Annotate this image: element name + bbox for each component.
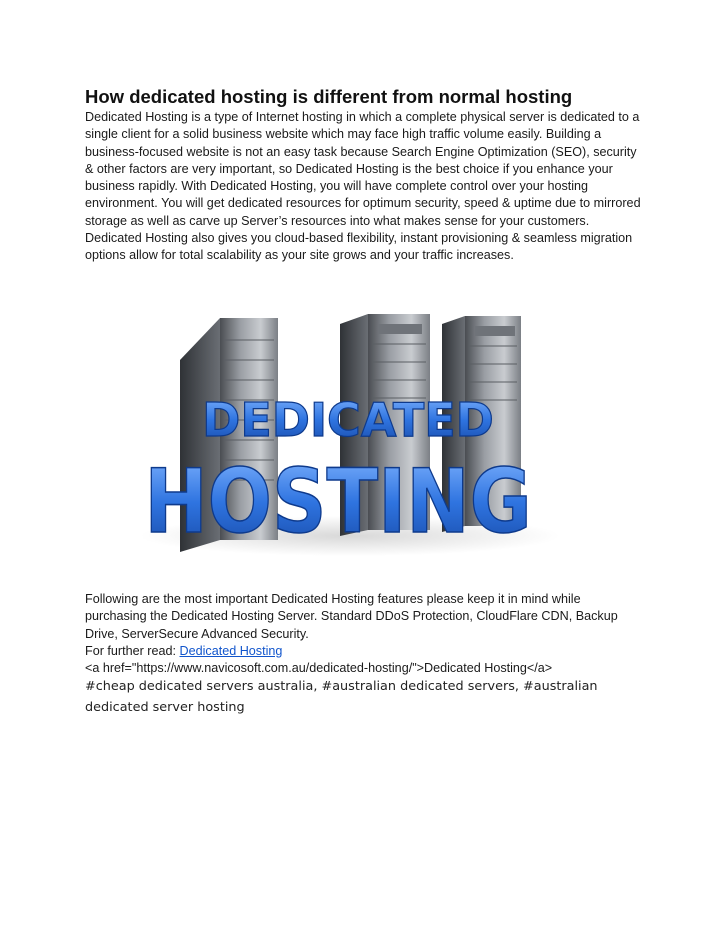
features-paragraph [85,591,645,677]
dedicated-hosting-link[interactable]: Dedicated Hosting [179,643,283,658]
hero-word-dedicated: DEDICATED [202,393,494,447]
further-read-line [85,643,645,660]
html-snippet: <a href="https://www.navicosoft.com.au/dedicated-hosting/">Dedicated Hosting</a> [85,661,553,676]
further-read-label: For further read: [85,643,180,658]
hero-word-hosting: HOSTING [144,451,532,554]
hashtags: #cheap dedicated servers australia, #australian dedicated servers, #australian dedicated server hosting [85,679,598,715]
intro-paragraph: Dedicated Hosting is a type of Internet hosting in which a complete physical server is dedicated to a single client for a solid business website which may face high traffic volume easily. Building a business-focused website is not an easy task because Search Engine Optimization (SEO), security & other factors are very important, so Dedicated Hosting is the best choice if you enhance your business rapidly. With Dedicated Hosting, you will have complete control over your hosting environment. You will get dedicated resources for optimum security, speed & uptime due to mirrored storage as well as carve up Server’s resources into what makes sense for your customers. Dedicated Hosting also gives you cloud-based flexibility, instant provisioning & seamless migration options allow for total scalability as your site grows and your traffic increases. [85,110,641,263]
server-racks-illustration [120,300,580,570]
article-title: How dedicated hosting is different from normal hosting [85,86,573,107]
features-text: Following are the most important Dedicated Hosting features please keep it in mind while purchasing the Dedicated Hosting Server. Standard DDoS Protection, CloudFlare CDN, Backup Drive, ServerSecure Advanced Security. [85,592,618,641]
dedicated-hosting-image [120,300,580,570]
